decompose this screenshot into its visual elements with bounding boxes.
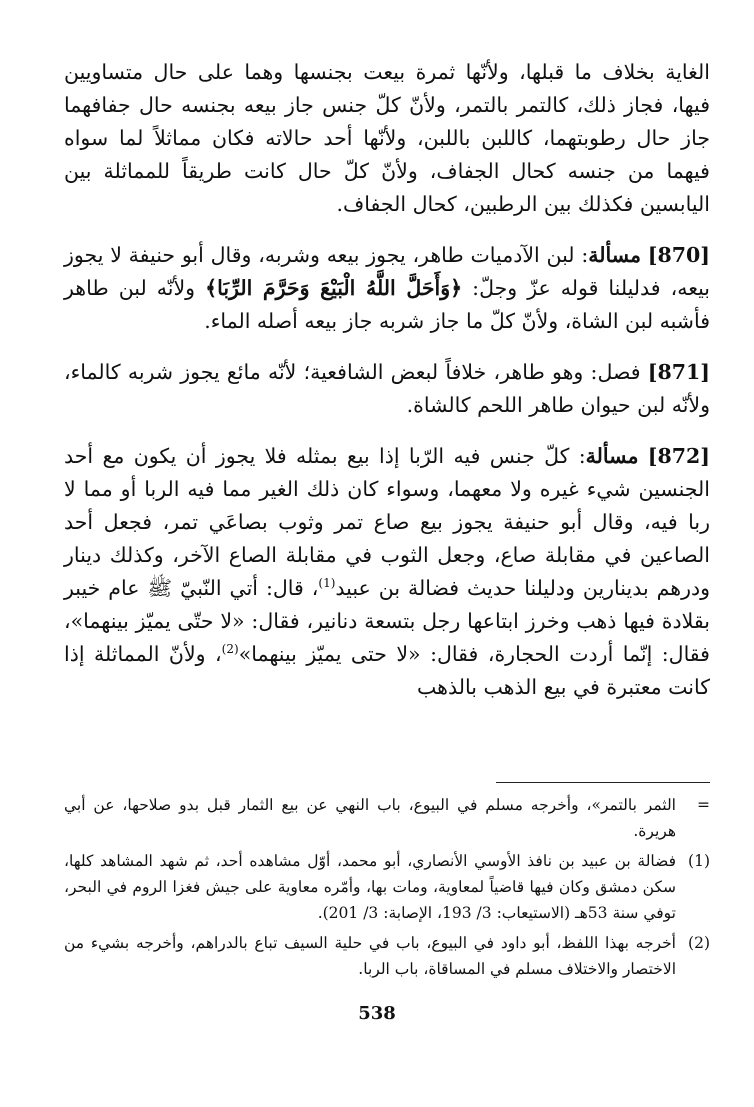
quran-verse: ﴿وَأَحَلَّ اللَّهُ الْبَيْعَ وَحَرَّمَ الرِّبَا﴾ [205, 276, 463, 300]
paragraph-text: : لبن الآدميات طاهر، يجوز بيعه وشربه، وقال أبو حنيفة لا يجوز بيعه، فدليلنا قوله عزّ وجلّ: [64, 243, 711, 300]
footnote-text: فضالة بن عبيد بن نافذ الأوسي الأنصاري، أبو محمد، أوّل مشاهده أحد، ثم شهد المشاهد كلها، سكن دمشق وكان فيها قاضياً لمعاوية، ومات بها، وأمّره معاوية على جيش فغزا الروم في البحر، توفي سنة 53هـ (الاستيعاب: 3/ 193، الإصابة: 3/ 201). [64, 852, 676, 922]
footnote-text: أخرجه بهذا اللفظ، أبو داود في البيوع، باب في حلية السيف تباع بالدراهم، وأخرجه بشيء من الاختصار والاختلاف مسلم في المساقاة، باب الربا. [64, 934, 676, 978]
issue-number: [870] [647, 243, 710, 267]
paragraph-text: ، ولأنّ المماثلة إذا كانت معتبرة في بيع الذهب بالذهب [64, 642, 710, 699]
page-number: 538 [358, 1003, 396, 1024]
footnote-mark: (2) [688, 934, 710, 952]
paragraph-text: ، قال: أتي النّبيّ ﷺ عام خيبر بقلادة فيها ذهب وخرز ابتاعها رجل بتسعة دنانير، فقال: «لا حتّى يميّز بينهما»، فقال: إنّما أردت الحجارة، فقال: «لا حتى يميّز بينهما» [64, 576, 710, 666]
footnote-mark: (1) [688, 852, 710, 870]
main-text [64, 56, 710, 704]
footnote-text: الثمر بالتمر»، وأخرجه مسلم في البيوع، باب النهي عن بيع الثمار قبل بدو صلاحها، عن أبي هريرة. [64, 796, 676, 840]
paragraph-872 [64, 440, 710, 704]
footnote-ref: (1) [318, 576, 336, 591]
paragraph-text: فصل: وهو طاهر، خلافاً لبعض الشافعية؛ لأنّه مائع يجوز شربه كالماء، ولأنّه لبن حيوان طاهر اللحم كالشاة. [64, 360, 710, 417]
paragraph-intro: الغاية بخلاف ما قبلها، ولأنّها ثمرة بيعت بجنسها وهما على حال متساويين فيها، فجاز ذلك، كالتمر بالتمر، ولأنّ كلّ جنس جاز بيعه بجنسه حال جفافهما جاز حال رطوبتهما، كاللبن باللبن، ولأنّها أحد حالاته فكان مماثلاً لما سواه فيهما من جنسه كحال الجفاف، ولأنّ كلّ حال كانت طريقاً للمماثلة بين اليابسين فكذلك بين الرطبين، كحال الجفاف. [64, 60, 710, 216]
issue-number: [872] [647, 444, 710, 468]
footnote-ref: (2) [221, 642, 239, 657]
issue-number: [871] [647, 360, 710, 384]
paragraph-text: : كلّ جنس فيه الرّبا إذا بيع بمثله فلا يجوز أن يكون مع أحد الجنسين شيء غيره ولا معهما، وسواء كان ذلك الغير مما فيه الربا أو مما لا ربا فيه، وقال أبو حنيفة يجوز بيع صاع تمر وثوب بصاعَي تمر، فجعل أحد الصاعين في مقابلة صاع، وجعل الثوب في مقابلة الصاع الآخر، وكذلك دينار ودرهم بدينارين ودليلنا حديث فضالة بن عبيد [64, 444, 710, 600]
footnote [64, 848, 710, 926]
paragraph-870 [64, 239, 710, 338]
paragraph-text: ولأنّه لبن طاهر فأشبه لبن الشاة، ولأنّ كلّ ما جاز شربه جاز بيعه أصله الماء. [64, 276, 710, 333]
footnotes [64, 792, 710, 986]
issue-label: مسألة [585, 444, 639, 468]
footnote-mark: = [697, 796, 710, 814]
footnote [64, 792, 710, 844]
issue-label: مسألة [588, 243, 641, 267]
paragraph-871 [64, 356, 710, 422]
footnote-divider [496, 782, 710, 783]
footnote [64, 930, 710, 982]
